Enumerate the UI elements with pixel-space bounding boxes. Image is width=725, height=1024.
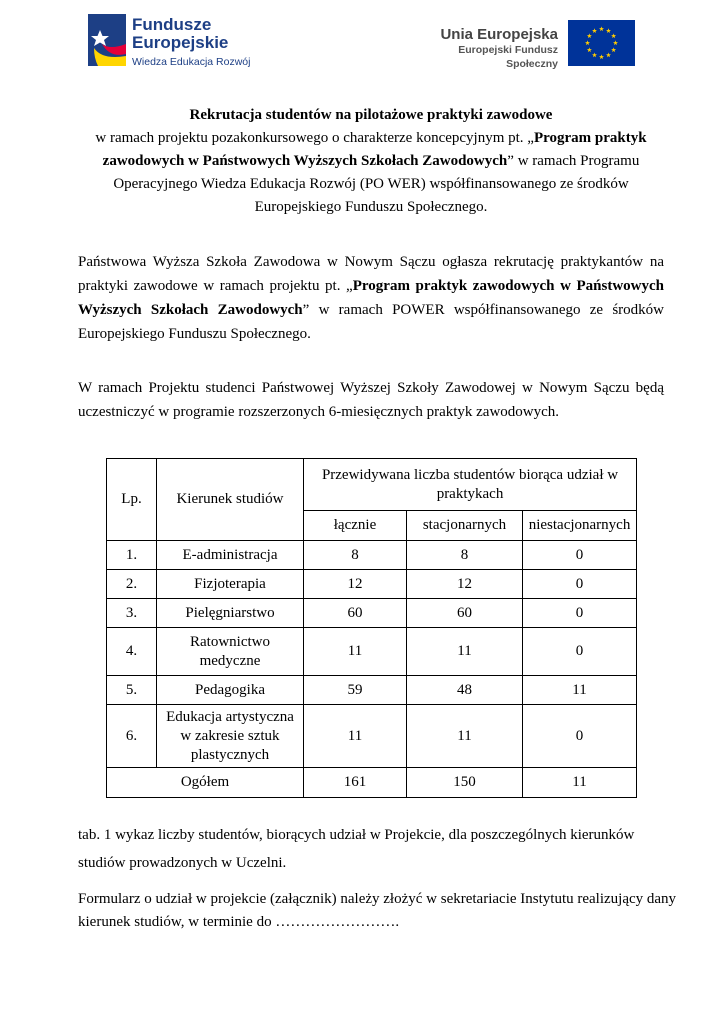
cell-kierunek: Pedagogika (157, 676, 304, 705)
page-header (0, 0, 725, 80)
cell-lp: 2. (107, 570, 157, 599)
cell-stacjonarnych: 12 (407, 570, 523, 599)
header-group: Przewidywana liczba studentów biorąca udział w praktykach (304, 459, 637, 511)
table-row (107, 541, 637, 570)
eu-flag-icon (568, 20, 635, 66)
recruitment-announcement-paragraph: Państwowa Wyższa Szkoła Zawodowa w Nowym Sączu ogłasza rekrutację praktykantów na praktyki zawodowe w ramach projektu pt. „Program praktyk zawodowych w Państwowych Wyższych Szkołach Zawodowych” w ramach POWER współfinansowanego ze środków Europejskiego Funduszu Społecznego. (78, 254, 664, 342)
header-niestacjonarnych: niestacjonarnych (523, 511, 637, 541)
cell-lacznie: 12 (304, 570, 407, 599)
cell-lacznie: 60 (304, 599, 407, 628)
fe-logo-line1: Fundusze (132, 15, 212, 34)
fe-logo-line2: Europejskie (132, 33, 229, 52)
ue-logo-line1: Unia Europejska (440, 26, 558, 43)
cell-lacznie: 8 (304, 541, 407, 570)
header-kierunek: Kierunek studiów (157, 459, 304, 541)
table-row (107, 705, 637, 768)
cell-lp: 1. (107, 541, 157, 570)
ue-logo-text (408, 26, 558, 71)
fe-logo-text (132, 16, 250, 69)
total-stacjonarnych: 150 (407, 768, 523, 798)
table-row (107, 676, 637, 705)
fe-star-icon (88, 14, 126, 66)
ue-logo-line2: Europejski Fundusz Społeczny (458, 44, 558, 70)
project-description-paragraph: W ramach Projektu studenci Państwowej Wyższej Szkoły Zawodowej w Nowym Sączu będą uczestniczyć w programie rozszerzonych 6-miesięcznych praktyk zawodowych. (78, 380, 664, 420)
cell-lp: 4. (107, 628, 157, 676)
table-row (107, 599, 637, 628)
cell-stacjonarnych: 48 (407, 676, 523, 705)
cell-lp: 6. (107, 705, 157, 768)
fe-logo-line3: Wiedza Edukacja Rozwój (132, 56, 251, 68)
header-lacznie: łącznie (304, 511, 407, 541)
title-program-name: Program praktyk zawodowych w Państwowych Wyższych Szkołach Zawodowych (102, 130, 647, 169)
students-table (106, 458, 637, 798)
cell-niestacjonarnych: 0 (523, 541, 637, 570)
cell-kierunek: Edukacja artystyczna w zakresie sztuk plastycznych (157, 705, 304, 768)
table-row (107, 570, 637, 599)
cell-stacjonarnych: 8 (407, 541, 523, 570)
title-heading: Rekrutacja studentów na pilotażowe praktyki zawodowe (189, 107, 553, 123)
cell-lacznie: 11 (304, 628, 407, 676)
cell-niestacjonarnych: 0 (523, 599, 637, 628)
paragraph-program-name: Program praktyk zawodowych w Państwowych Wyższych Szkołach Zawodowych (78, 278, 664, 318)
total-niestacjonarnych: 11 (523, 768, 637, 798)
fundusze-europejskie-logo (88, 14, 268, 70)
title-body: w ramach projektu pozakonkursowego o charakterze koncepcyjnym pt. „Program praktyk zawodowych w Państwowych Wyższych Szkołach Zawodowych” w ramach Programu Operacyjnego Wiedza Edukacja Rozwój (PO WER) współfinansowanego ze środków Europejskiego Funduszu Społecznego. (95, 130, 647, 215)
total-label: Ogółem (107, 768, 304, 798)
cell-lacznie: 11 (304, 705, 407, 768)
table-row (107, 628, 637, 676)
cell-niestacjonarnych: 0 (523, 628, 637, 676)
cell-kierunek: Fizjoterapia (157, 570, 304, 599)
cell-niestacjonarnych: 0 (523, 570, 637, 599)
cell-kierunek: E-administracja (157, 541, 304, 570)
cell-kierunek: Pielęgniarstwo (157, 599, 304, 628)
table-caption: tab. 1 wykaz liczby studentów, biorących udział w Projekcie, dla poszczególnych kierunków studiów prowadzonych w Uczelni. (78, 827, 635, 871)
cell-niestacjonarnych: 11 (523, 676, 637, 705)
header-stacjonarnych: stacjonarnych (407, 511, 523, 541)
total-lacznie: 161 (304, 768, 407, 798)
table-total-row (107, 768, 637, 798)
cell-stacjonarnych: 11 (407, 705, 523, 768)
document-title (78, 104, 664, 219)
cell-stacjonarnych: 60 (407, 599, 523, 628)
cell-lp: 3. (107, 599, 157, 628)
cell-kierunek: Ratownictwo medyczne (157, 628, 304, 676)
cell-stacjonarnych: 11 (407, 628, 523, 676)
cell-lacznie: 59 (304, 676, 407, 705)
cell-niestacjonarnych: 0 (523, 705, 637, 768)
cell-lp: 5. (107, 676, 157, 705)
header-lp: Lp. (107, 459, 157, 541)
form-instructions: Formularz o udział w projekcie (załącznik) należy złożyć w sekretariacie Instytutu realizujący dany kierunek studiów, w terminie do ……………………. (78, 891, 677, 930)
